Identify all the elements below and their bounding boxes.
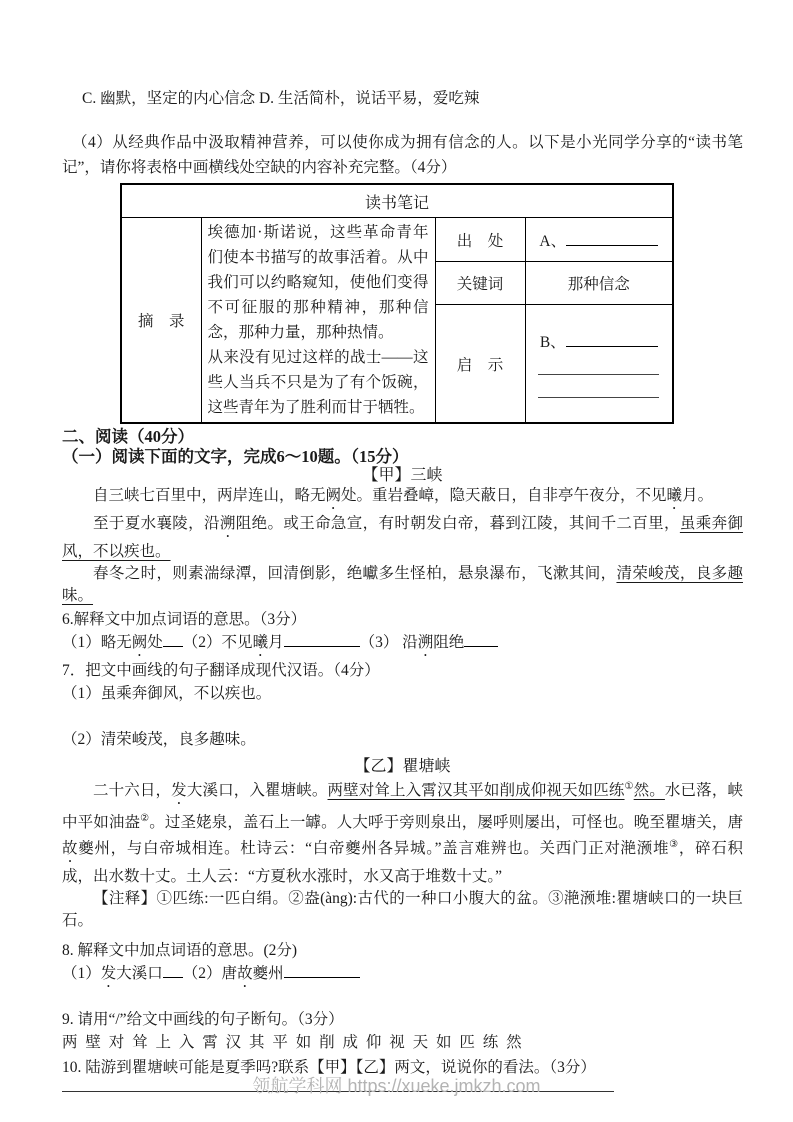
question-9-sentence: 两 壁 对 耸 上 入 霄 汉 其 平 如 削 成 仰 视 天 如 匹 练 然 [62, 1034, 524, 1051]
excerpt-paragraph-1: 埃德加·斯诺说，这些革命青年们使本书描写的故事活着。从中我们可以约略窥知，使他们变得不可征服的那种精神，那种信念，那种力量，那种热情。 [207, 224, 429, 341]
source-value [525, 218, 673, 262]
table-title: 读书笔记 [121, 184, 673, 218]
blank-b [566, 332, 658, 347]
inspiration-label: 启 示 [435, 305, 525, 423]
jia-paragraph-1: 自三峡七百里中，两岸连山，略无阙处。重岩叠嶂，隐天蔽日，自非亭午夜分，不见曦月。 [93, 487, 714, 504]
question-10-stem: 10. 陆游到瞿塘峡可能是夏季吗?联系【甲】【乙】两文，说说你的看法。（3分） [62, 1059, 596, 1076]
option-cd-line: C. 幽默，坚定的内心信念 D. 生活简朴，说话平易，爱吃辣 [82, 90, 480, 107]
question-7-stem: 7．把文中画线的句子翻译成现代汉语。（4分） [62, 662, 380, 679]
watermark: 领航学科网 https://xueke.jmkzh.com [252, 1076, 541, 1096]
excerpt-label: 摘 录 [121, 218, 201, 424]
question-9-stem: 9. 请用“/”给文中画线的句子断句。（3分） [62, 1011, 344, 1028]
jia-title: 【甲】三峡 [362, 467, 443, 484]
jia-paragraph-3: 春冬之时，则素湍绿潭，回清倒影，绝巘多生怪柏，悬泉瀑布，飞漱其间，清荣峻茂，良多趣味。 [62, 565, 743, 604]
question-7-item-1: （1）虽乘奔御风，不以疾也。 [62, 685, 272, 702]
section-2-heading: 二、阅读（40分） [62, 427, 194, 446]
reading-notes-table [120, 183, 674, 424]
blank-a [566, 231, 658, 246]
excerpt-text [201, 218, 435, 424]
inspiration-prefix: B、 [539, 333, 566, 351]
ruled-line [538, 395, 659, 398]
ruled-line [538, 372, 659, 375]
keyword-label: 关键词 [435, 262, 525, 305]
table-title-row [121, 184, 673, 218]
inspiration-b-line [532, 330, 667, 352]
yi-notes: 【注释】①匹练:一匹白绢。②盎(àng):古代的一种口小腹大的盆。③滟滪堆:瞿塘峡口的一块巨石。 [62, 890, 743, 929]
question-8-items: （1）发大溪口 （2）唐故夔州 [62, 962, 743, 991]
table-row [121, 218, 673, 262]
question-8-stem: 8. 解释文中加点词语的意思。(2分) [62, 942, 298, 959]
jia-paragraph-2: 至于夏水襄陵，沿溯阻绝。或王命急宣，有时朝发白帝，暮到江陵，其间千二百里，虽乘奔御风，不以疾也。 [62, 515, 743, 560]
excerpt-paragraph-2: 从来没有见过这样的战士——这些人当兵不只是为了有个饭碗，这些青年为了胜利而甘于牺牲。 [207, 349, 429, 416]
question-6-items: （1）略无阙处 （2）不见曦月 （3） 沿溯阻绝 [62, 631, 743, 660]
keyword-value: 那种信念 [525, 262, 673, 305]
question-7-item-2: （2）清荣峻茂，良多趣味。 [62, 731, 256, 748]
yi-title: 【乙】瞿塘峡 [354, 758, 451, 775]
source-label: 出 处 [435, 218, 525, 262]
source-prefix: A、 [539, 232, 567, 250]
yi-paragraph: 二十六日，发大溪口，入瞿塘峡。两壁对耸上入霄汉其平如削成仰视天如匹练①然。水已落，峡中平如油盎②。过圣姥泉，盖石上一罅。人大呼于旁则泉出，屡呼则屡出，可怪也。晚至瞿塘关，唐故夔州，与白帝城相连。杜诗云：“白帝夔州各异城。”盖言难辨也。关西门正对滟滪堆③，碎石积成，出水数十丈。土人云：“方夏秋水涨时，水又高于堆数十丈。” [62, 781, 743, 885]
question-6-stem: 6.解释文中加点词语的意思。（3分） [62, 611, 307, 628]
answer-line [62, 1114, 614, 1122]
part-1-heading: （一）阅读下面的文字，完成6～10题。（15分） [62, 447, 409, 466]
question-4-stem: （4）从经典作品中汲取精神营养，可以使你成为拥有信念的人。以下是小光同学分享的“读书笔记”，请你将表格中画横线处空缺的内容补充完整。（4分） [62, 134, 743, 176]
inspiration-value [525, 305, 673, 423]
